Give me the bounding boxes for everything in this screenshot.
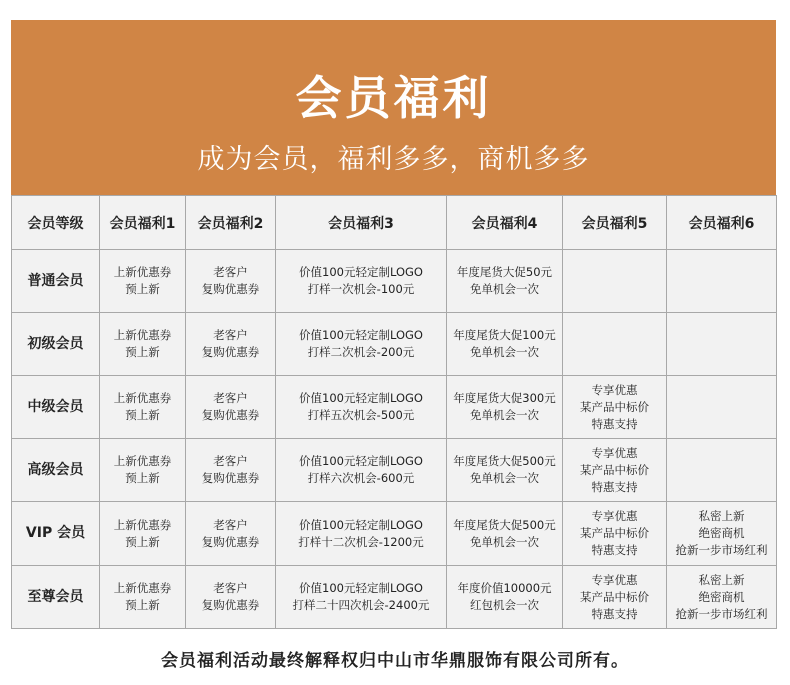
column-header-benefit-3: 会员福利3 (276, 196, 447, 250)
benefit-line: 价值100元轻定制LOGO (299, 328, 423, 342)
benefit-line: 复购优惠券 (201, 534, 260, 549)
benefit-2-cell (186, 313, 276, 376)
benefit-1-cell (100, 566, 186, 629)
benefit-6-cell (667, 439, 777, 502)
benefit-line: 预上新 (125, 471, 160, 485)
benefit-line: 免单机会一次 (470, 471, 539, 485)
benefit-line: 复购优惠券 (201, 598, 260, 612)
column-header-benefit-5: 会员福利5 (563, 196, 667, 250)
benefit-line: 上新优惠券 (113, 581, 172, 595)
column-header-level: 会员等级 (12, 196, 100, 250)
benefit-line: 特惠支持 (591, 606, 638, 621)
benefit-line: 年度价值10000元 (457, 581, 552, 595)
benefit-line: 价值100元轻定制LOGO (299, 581, 423, 595)
benefit-line: 年度尾货大促500元 (453, 454, 556, 468)
member-level-cell: 普通会员 (12, 250, 100, 313)
table-row (12, 439, 777, 502)
benefit-4-cell (447, 566, 563, 629)
member-level-cell: 初级会员 (12, 313, 100, 376)
benefit-line: 专享优惠 (591, 509, 638, 523)
benefit-3-cell (276, 439, 447, 502)
benefit-line: 复购优惠券 (201, 471, 260, 485)
benefit-line: 抢新一步市场红利 (675, 606, 768, 621)
benefit-line: 私密上新 (698, 572, 745, 587)
benefit-line: 私密上新 (698, 509, 745, 523)
page-title: 会员福利 (295, 71, 492, 125)
benefit-1-cell (100, 376, 186, 439)
benefit-line: 预上新 (125, 282, 160, 296)
benefit-1-cell (100, 439, 186, 502)
benefit-line: 某产品中标价 (580, 462, 649, 477)
member-level-cell: 中级会员 (12, 376, 100, 439)
benefit-6-cell (667, 376, 777, 439)
benefit-line: 预上新 (125, 345, 160, 359)
benefit-line: 老客户 (213, 517, 248, 532)
benefit-3-cell (276, 313, 447, 376)
benefit-line: 专享优惠 (591, 445, 638, 460)
benefit-line: 打样五次机会-500元 (307, 408, 415, 422)
column-header-benefit-2: 会员福利2 (186, 196, 276, 250)
benefit-5-cell (563, 566, 667, 629)
benefit-6-cell (667, 250, 777, 313)
benefit-line: 上新优惠券 (113, 454, 172, 468)
benefit-line: 年度尾货大促50元 (456, 265, 553, 279)
benefit-line: 某产品中标价 (580, 526, 649, 540)
benefit-6-cell (667, 502, 777, 566)
benefit-line: 上新优惠券 (113, 265, 172, 279)
member-level-cell: 高级会员 (12, 439, 100, 502)
benefit-1-cell (100, 502, 186, 566)
benefit-line: 老客户 (213, 265, 248, 279)
column-header-benefit-6: 会员福利6 (667, 196, 777, 250)
benefit-5-cell (563, 250, 667, 313)
benefit-line: 预上新 (125, 534, 160, 549)
benefit-line: 价值100元轻定制LOGO (299, 265, 423, 279)
benefit-3-cell (276, 250, 447, 313)
benefit-line: 专享优惠 (591, 572, 638, 587)
benefit-line: 年度尾货大促500元 (453, 517, 556, 532)
benefit-6-cell (667, 313, 777, 376)
benefit-4-cell (447, 502, 563, 566)
benefit-line: 抢新一步市场红利 (675, 543, 768, 557)
benefit-line: 复购优惠券 (201, 408, 260, 422)
benefit-6-cell (667, 566, 777, 629)
benefit-line: 免单机会一次 (470, 282, 539, 296)
benefit-5-cell (563, 313, 667, 376)
table-row (12, 313, 777, 376)
benefit-4-cell (447, 313, 563, 376)
benefit-line: 老客户 (213, 328, 248, 342)
benefit-line: 某产品中标价 (580, 399, 649, 414)
benefit-5-cell (563, 502, 667, 566)
member-level-cell: 至尊会员 (12, 566, 100, 629)
footer-disclaimer: 会员福利活动最终解释权归中山市华鼎服饰有限公司所有。 (161, 651, 629, 671)
benefit-line: 特惠支持 (591, 416, 638, 431)
benefit-line: 价值100元轻定制LOGO (299, 517, 423, 532)
benefit-line: 红包机会一次 (470, 598, 539, 612)
benefit-4-cell (447, 376, 563, 439)
benefit-1-cell (100, 250, 186, 313)
benefit-line: 免单机会一次 (470, 534, 539, 549)
benefit-line: 预上新 (125, 408, 160, 422)
benefit-line: 价值100元轻定制LOGO (299, 454, 423, 468)
benefit-line: 特惠支持 (591, 543, 638, 557)
benefit-line: 年度尾货大促300元 (453, 391, 556, 405)
column-header-benefit-4: 会员福利4 (447, 196, 563, 250)
benefit-line: 绝密商机 (698, 589, 745, 604)
benefit-line: 免单机会一次 (470, 408, 539, 422)
benefit-2-cell (186, 502, 276, 566)
table-row (12, 376, 777, 439)
benefit-5-cell (563, 439, 667, 502)
benefit-line: 打样十二次机会-1200元 (298, 534, 424, 549)
benefit-line: 老客户 (213, 581, 248, 595)
benefit-2-cell (186, 566, 276, 629)
benefit-line: 上新优惠券 (113, 517, 172, 532)
benefit-line: 老客户 (213, 454, 248, 468)
benefit-2-cell (186, 250, 276, 313)
benefit-line: 年度尾货大促100元 (453, 328, 556, 342)
header-banner (11, 20, 776, 195)
benefit-3-cell (276, 566, 447, 629)
table-body (12, 250, 777, 629)
benefit-line: 打样二十四次机会-2400元 (292, 598, 430, 612)
benefit-line: 老客户 (213, 391, 248, 405)
benefit-line: 复购优惠券 (201, 282, 260, 296)
benefit-line: 特惠支持 (591, 479, 638, 494)
benefit-line: 打样六次机会-600元 (307, 471, 415, 485)
benefit-line: 复购优惠券 (201, 345, 260, 359)
benefit-line: 打样二次机会-200元 (307, 345, 415, 359)
table-row (12, 502, 777, 566)
benefits-table (11, 195, 777, 629)
benefit-1-cell (100, 313, 186, 376)
page-subtitle: 成为会员，福利多多，商机多多 (197, 144, 590, 175)
benefit-line: 价值100元轻定制LOGO (299, 391, 423, 405)
table-row (12, 566, 777, 629)
benefit-line: 上新优惠券 (113, 391, 172, 405)
benefit-3-cell (276, 502, 447, 566)
benefit-line: 绝密商机 (698, 526, 745, 540)
table-row (12, 250, 777, 313)
benefit-5-cell (563, 376, 667, 439)
benefit-line: 上新优惠券 (113, 328, 172, 342)
table-header-row (12, 196, 777, 250)
benefit-2-cell (186, 439, 276, 502)
benefit-line: 免单机会一次 (470, 345, 539, 359)
member-level-cell: VIP 会员 (12, 502, 100, 566)
benefit-line: 某产品中标价 (580, 589, 649, 604)
benefit-line: 专享优惠 (591, 382, 638, 397)
benefit-2-cell (186, 376, 276, 439)
column-header-benefit-1: 会员福利1 (100, 196, 186, 250)
benefit-4-cell (447, 439, 563, 502)
benefit-line: 打样一次机会-100元 (307, 282, 415, 296)
benefit-3-cell (276, 376, 447, 439)
benefit-4-cell (447, 250, 563, 313)
benefit-line: 预上新 (125, 598, 160, 612)
